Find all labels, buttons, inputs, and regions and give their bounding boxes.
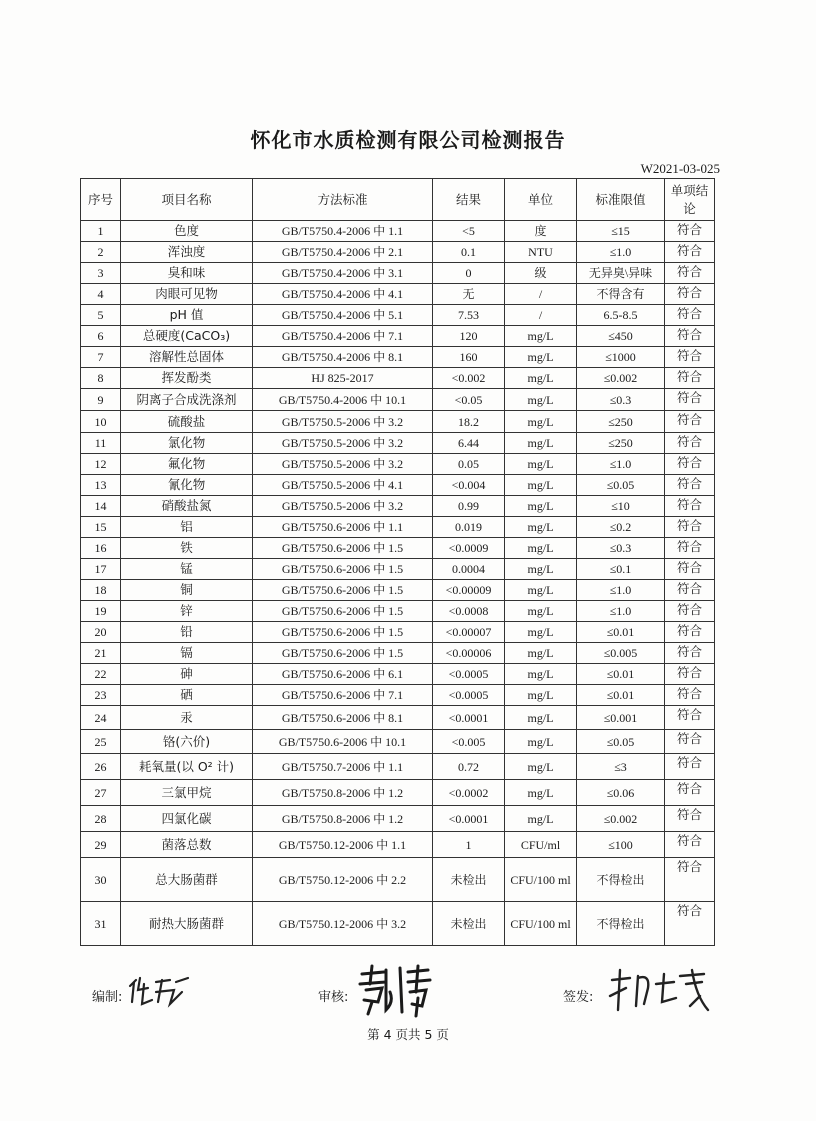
row-result: 0 [433,263,505,284]
table-header-row [81,179,715,221]
row-result: 7.53 [433,305,505,326]
row-item-name: 汞 [121,706,253,730]
row-method: GB/T5750.6-2006 中 7.1 [253,685,433,706]
row-conclusion: 符合 [665,559,715,580]
table-row [81,601,715,622]
table-row [81,368,715,389]
row-seq: 7 [81,347,121,368]
row-unit: 级 [505,263,577,284]
row-seq: 29 [81,832,121,858]
table-row [81,559,715,580]
row-unit: / [505,284,577,305]
row-unit: mg/L [505,411,577,433]
row-limit: ≤1000 [577,347,665,368]
row-unit: mg/L [505,730,577,754]
row-method: HJ 825-2017 [253,368,433,389]
approver-signature [604,966,714,1016]
row-item-name: 铬(六价) [121,730,253,754]
row-result: <0.00006 [433,643,505,664]
row-seq: 2 [81,242,121,263]
row-conclusion: 符合 [665,517,715,538]
table-row [81,305,715,326]
row-conclusion: 符合 [665,664,715,685]
table-row [81,902,715,946]
row-seq: 8 [81,368,121,389]
row-unit: CFU/ml [505,832,577,858]
row-limit: ≤0.06 [577,780,665,806]
row-seq: 31 [81,902,121,946]
row-limit: ≤0.05 [577,730,665,754]
row-limit: ≤10 [577,496,665,517]
row-method: GB/T5750.4-2006 中 7.1 [253,326,433,347]
table-row [81,221,715,242]
row-seq: 22 [81,664,121,685]
row-item-name: 挥发酚类 [121,368,253,389]
table-row [81,326,715,347]
row-unit: mg/L [505,496,577,517]
header-limit: 标准限值 [577,179,665,221]
row-method: GB/T5750.12-2006 中 2.2 [253,858,433,902]
row-seq: 1 [81,221,121,242]
table-row [81,622,715,643]
row-result: 0.05 [433,454,505,475]
table-row [81,433,715,454]
row-result: 0.1 [433,242,505,263]
row-item-name: 浑浊度 [121,242,253,263]
row-unit: mg/L [505,538,577,559]
row-unit: / [505,305,577,326]
row-unit: mg/L [505,601,577,622]
row-result: <0.0005 [433,685,505,706]
row-result: <0.00009 [433,580,505,601]
header-unit: 单位 [505,179,577,221]
row-item-name: 锌 [121,601,253,622]
row-limit: ≤0.002 [577,806,665,832]
report-number: W2021-03-025 [640,161,720,176]
row-seq: 25 [81,730,121,754]
row-unit: mg/L [505,780,577,806]
header-conclusion: 单项结论 [665,179,715,221]
row-method: GB/T5750.5-2006 中 4.1 [253,475,433,496]
row-conclusion: 符合 [665,263,715,284]
row-method: GB/T5750.7-2006 中 1.1 [253,754,433,780]
row-item-name: 镉 [121,643,253,664]
row-method: GB/T5750.6-2006 中 1.5 [253,601,433,622]
row-item-name: 耐热大肠菌群 [121,902,253,946]
table-row [81,730,715,754]
row-conclusion: 符合 [665,643,715,664]
row-result: <5 [433,221,505,242]
row-conclusion: 符合 [665,706,715,730]
row-result: 0.0004 [433,559,505,580]
reviewer-signature [356,962,434,1018]
row-item-name: 铅 [121,622,253,643]
row-item-name: 铁 [121,538,253,559]
row-item-name: 氯化物 [121,433,253,454]
row-unit: mg/L [505,433,577,454]
row-method: GB/T5750.6-2006 中 1.5 [253,538,433,559]
table-row [81,347,715,368]
row-result: <0.05 [433,389,505,411]
row-conclusion: 符合 [665,347,715,368]
row-limit: ≤1.0 [577,580,665,601]
row-seq: 11 [81,433,121,454]
row-conclusion: 符合 [665,326,715,347]
row-unit: 度 [505,221,577,242]
row-conclusion: 符合 [665,622,715,643]
row-seq: 14 [81,496,121,517]
row-limit: 无异臭\异味 [577,263,665,284]
table-row [81,411,715,433]
row-method: GB/T5750.6-2006 中 1.5 [253,580,433,601]
row-limit: ≤3 [577,754,665,780]
table-row [81,706,715,730]
row-seq: 17 [81,559,121,580]
header-seq: 序号 [81,179,121,221]
row-item-name: 锰 [121,559,253,580]
table-row [81,806,715,832]
results-table [80,178,715,946]
row-item-name: 硝酸盐氮 [121,496,253,517]
row-unit: mg/L [505,806,577,832]
row-method: GB/T5750.8-2006 中 1.2 [253,780,433,806]
table-row [81,284,715,305]
row-method: GB/T5750.4-2006 中 8.1 [253,347,433,368]
row-method: GB/T5750.5-2006 中 3.2 [253,496,433,517]
row-unit: mg/L [505,347,577,368]
row-limit: ≤0.01 [577,622,665,643]
row-result: <0.0001 [433,806,505,832]
table-row [81,664,715,685]
row-limit: ≤100 [577,832,665,858]
row-item-name: 氟化物 [121,454,253,475]
row-limit: ≤0.01 [577,685,665,706]
row-unit: mg/L [505,706,577,730]
row-method: GB/T5750.6-2006 中 10.1 [253,730,433,754]
row-seq: 5 [81,305,121,326]
table-row [81,475,715,496]
row-result: <0.0008 [433,601,505,622]
row-item-name: 硒 [121,685,253,706]
header-item: 项目名称 [121,179,253,221]
row-limit: ≤1.0 [577,242,665,263]
row-seq: 23 [81,685,121,706]
row-method: GB/T5750.5-2006 中 3.2 [253,433,433,454]
row-conclusion: 符合 [665,754,715,780]
row-conclusion: 符合 [665,221,715,242]
row-seq: 26 [81,754,121,780]
row-unit: mg/L [505,368,577,389]
row-result: 18.2 [433,411,505,433]
table-row [81,538,715,559]
row-limit: ≤0.005 [577,643,665,664]
row-method: GB/T5750.6-2006 中 1.5 [253,643,433,664]
row-limit: ≤1.0 [577,601,665,622]
row-method: GB/T5750.5-2006 中 3.2 [253,411,433,433]
table-row [81,580,715,601]
row-limit: 不得含有 [577,284,665,305]
header-result: 结果 [433,179,505,221]
row-result: <0.0005 [433,664,505,685]
row-item-name: 铜 [121,580,253,601]
row-limit: 不得检出 [577,902,665,946]
row-limit: 6.5-8.5 [577,305,665,326]
row-seq: 27 [81,780,121,806]
row-seq: 13 [81,475,121,496]
row-limit: ≤0.05 [577,475,665,496]
row-seq: 4 [81,284,121,305]
approved-by-label: 签发: [563,990,594,1005]
row-method: GB/T5750.4-2006 中 2.1 [253,242,433,263]
table-row [81,389,715,411]
row-item-name: 三氯甲烷 [121,780,253,806]
row-seq: 18 [81,580,121,601]
row-result: 0.019 [433,517,505,538]
row-limit: ≤0.2 [577,517,665,538]
row-unit: CFU/100 ml [505,902,577,946]
row-method: GB/T5750.4-2006 中 10.1 [253,389,433,411]
row-item-name: 阴离子合成洗涤剂 [121,389,253,411]
row-unit: mg/L [505,475,577,496]
row-conclusion: 符合 [665,730,715,754]
row-limit: 不得检出 [577,858,665,902]
row-item-name: pH 值 [121,305,253,326]
table-row [81,517,715,538]
row-seq: 20 [81,622,121,643]
row-result: <0.002 [433,368,505,389]
table-row [81,263,715,284]
row-limit: ≤0.001 [577,706,665,730]
row-item-name: 菌落总数 [121,832,253,858]
table-row [81,685,715,706]
row-unit: mg/L [505,622,577,643]
table-row [81,754,715,780]
row-unit: mg/L [505,454,577,475]
row-conclusion: 符合 [665,411,715,433]
header-method: 方法标准 [253,179,433,221]
row-method: GB/T5750.6-2006 中 6.1 [253,664,433,685]
row-conclusion: 符合 [665,242,715,263]
row-limit: ≤0.1 [577,559,665,580]
row-unit: mg/L [505,754,577,780]
row-item-name: 臭和味 [121,263,253,284]
row-conclusion: 符合 [665,538,715,559]
table-row [81,496,715,517]
row-item-name: 肉眼可见物 [121,284,253,305]
row-limit: ≤0.3 [577,389,665,411]
row-conclusion: 符合 [665,368,715,389]
table-row [81,858,715,902]
row-seq: 19 [81,601,121,622]
row-result: <0.004 [433,475,505,496]
row-conclusion: 符合 [665,685,715,706]
row-method: GB/T5750.6-2006 中 1.1 [253,517,433,538]
report-title: 怀化市水质检测有限公司检测报告 [250,128,566,152]
row-result: <0.0002 [433,780,505,806]
row-seq: 15 [81,517,121,538]
row-unit: mg/L [505,580,577,601]
row-unit: CFU/100 ml [505,858,577,902]
page-number: 第 4 页共 5 页 [367,1027,449,1042]
row-limit: ≤250 [577,411,665,433]
row-seq: 3 [81,263,121,284]
row-limit: ≤0.01 [577,664,665,685]
row-seq: 10 [81,411,121,433]
row-item-name: 色度 [121,221,253,242]
row-method: GB/T5750.4-2006 中 5.1 [253,305,433,326]
row-unit: mg/L [505,517,577,538]
row-result: <0.0009 [433,538,505,559]
row-unit: mg/L [505,326,577,347]
row-method: GB/T5750.4-2006 中 1.1 [253,221,433,242]
row-conclusion: 符合 [665,305,715,326]
row-item-name: 耗氧量(以 O² 计) [121,754,253,780]
row-unit: mg/L [505,643,577,664]
row-conclusion: 符合 [665,858,715,902]
row-method: GB/T5750.6-2006 中 8.1 [253,706,433,730]
row-method: GB/T5750.8-2006 中 1.2 [253,806,433,832]
reviewed-by-label: 审核: [318,990,349,1005]
row-result: <0.00007 [433,622,505,643]
row-method: GB/T5750.12-2006 中 3.2 [253,902,433,946]
row-unit: mg/L [505,664,577,685]
row-method: GB/T5750.5-2006 中 3.2 [253,454,433,475]
row-conclusion: 符合 [665,806,715,832]
row-item-name: 总大肠菌群 [121,858,253,902]
row-limit: ≤15 [577,221,665,242]
row-conclusion: 符合 [665,580,715,601]
table-row [81,454,715,475]
row-conclusion: 符合 [665,780,715,806]
row-seq: 28 [81,806,121,832]
row-conclusion: 符合 [665,454,715,475]
row-result: 无 [433,284,505,305]
row-result: 120 [433,326,505,347]
table-row [81,643,715,664]
row-limit: ≤250 [577,433,665,454]
row-conclusion: 符合 [665,475,715,496]
row-result: 0.72 [433,754,505,780]
row-method: GB/T5750.6-2006 中 1.5 [253,559,433,580]
row-method: GB/T5750.6-2006 中 1.5 [253,622,433,643]
row-unit: mg/L [505,685,577,706]
row-seq: 16 [81,538,121,559]
row-conclusion: 符合 [665,284,715,305]
row-item-name: 四氯化碳 [121,806,253,832]
compiled-by-label: 编制: [92,990,123,1005]
row-method: GB/T5750.4-2006 中 3.1 [253,263,433,284]
row-limit: ≤1.0 [577,454,665,475]
row-result: 未检出 [433,858,505,902]
row-item-name: 砷 [121,664,253,685]
row-conclusion: 符合 [665,601,715,622]
row-result: 0.99 [433,496,505,517]
row-seq: 24 [81,706,121,730]
row-seq: 21 [81,643,121,664]
row-result: 1 [433,832,505,858]
row-unit: mg/L [505,559,577,580]
row-result: <0.005 [433,730,505,754]
compiler-signature [126,972,196,1010]
row-item-name: 溶解性总固体 [121,347,253,368]
row-method: GB/T5750.4-2006 中 4.1 [253,284,433,305]
row-item-name: 硫酸盐 [121,411,253,433]
row-result: 未检出 [433,902,505,946]
table-body [81,221,715,946]
row-seq: 30 [81,858,121,902]
row-limit: ≤0.002 [577,368,665,389]
table-row [81,832,715,858]
row-limit: ≤450 [577,326,665,347]
row-result: <0.0001 [433,706,505,730]
row-conclusion: 符合 [665,496,715,517]
row-item-name: 铝 [121,517,253,538]
row-seq: 12 [81,454,121,475]
row-item-name: 总硬度(CaCO₃) [121,326,253,347]
row-conclusion: 符合 [665,389,715,411]
row-seq: 9 [81,389,121,411]
row-conclusion: 符合 [665,433,715,454]
row-item-name: 氰化物 [121,475,253,496]
row-conclusion: 符合 [665,832,715,858]
row-unit: mg/L [505,389,577,411]
row-method: GB/T5750.12-2006 中 1.1 [253,832,433,858]
row-limit: ≤0.3 [577,538,665,559]
table-row [81,242,715,263]
row-unit: NTU [505,242,577,263]
row-result: 6.44 [433,433,505,454]
row-conclusion: 符合 [665,902,715,946]
row-seq: 6 [81,326,121,347]
row-result: 160 [433,347,505,368]
table-row [81,780,715,806]
